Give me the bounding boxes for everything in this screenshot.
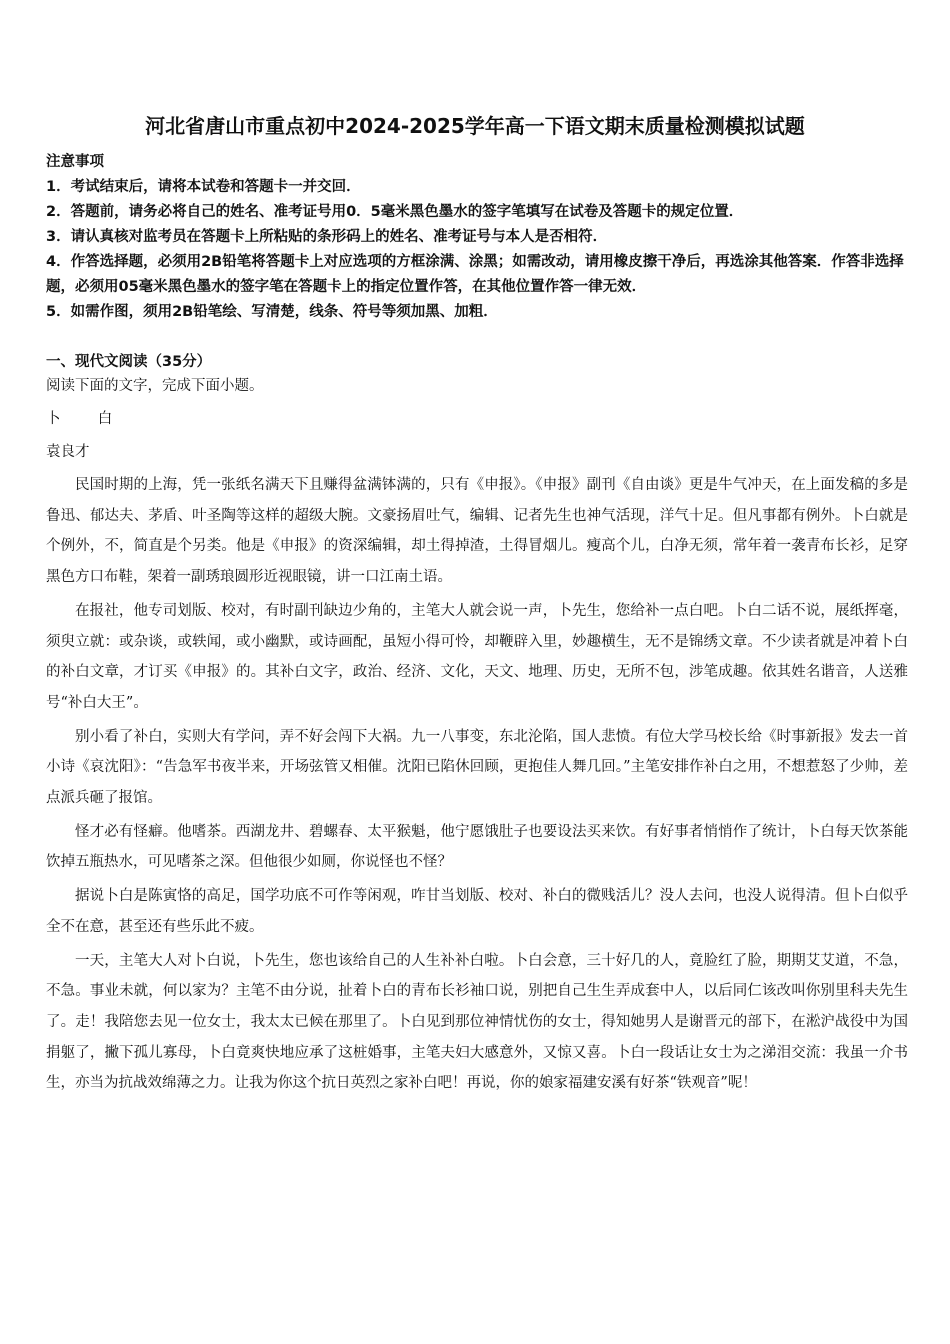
article-body — [46, 470, 908, 1102]
notice-heading: 注意事项 — [46, 154, 104, 170]
notice-item: 2．答题前，请务必将自己的姓名、准考证号用0．5毫米黑色墨水的签字笔填写在试卷及答题卡的规定位置． — [46, 204, 744, 220]
reading-section — [46, 350, 916, 398]
section-instruction: 阅读下面的文字，完成下面小题。 — [46, 378, 264, 394]
notice-item: 3．请认真核对监考员在答题卡上所粘贴的条形码上的姓名、准考证号与本人是否相符． — [46, 229, 608, 245]
notice-item: 4．作答选择题，必须用2B铅笔将答题卡上对应选项的方框涂满、涂黑；如需改动，请用橡皮擦干净后，再选涂其他答案．作答非选择题，必须用05毫米黑色墨水的签字笔在答题卡上的指定位置作答，在其他位置作答一律无效． — [46, 254, 904, 295]
article-author: 袁良才 — [46, 444, 90, 460]
article-paragraph: 据说卜白是陈寅恪的高足，国学功底不可作等闲观，咋甘当划版、校对、补白的微贱活儿？没人去问，也没人说得清。但卜白似乎全不在意，甚至还有些乐此不疲。 — [46, 888, 908, 935]
notice-item: 5．如需作图，须用2B铅笔绘、写清楚，线条、符号等须加黑、加粗． — [46, 304, 498, 320]
article-paragraph: 民国时期的上海，凭一张纸名满天下且赚得盆满钵满的，只有《申报》。《申报》副刊《自由谈》更是牛气冲天，在上面发稿的多是鲁迅、郁达夫、茅盾、叶圣陶等这样的超级大腕。文豪扬眉吐气，编辑、记者先生也神气活现，洋气十足。但凡事都有例外。卜白就是个例外，不，简直是个另类。他是《申报》的资深编辑，却土得掉渣，土得冒烟儿。瘦高个儿，白净无须，常年着一袭青布长衫，足穿黑色方口布鞋，架着一副琇琅圆形近视眼镜，讲一口江南土语。 — [46, 477, 908, 586]
article-title — [46, 407, 112, 428]
notice-item: 1．考试结束后，请将本试卷和答题卡一并交回． — [46, 179, 361, 195]
notice-section — [46, 150, 916, 325]
article-paragraph: 在报社，他专司划版、校对，有时副刊缺边少角的，主笔大人就会说一声，卜先生，您给补一点白吧。卜白二话不说，展纸挥毫，须臾立就：或杂谈，或轶闻，或小幽默，或诗画配，虽短小得可怜，却鞭辟入里，妙趣横生，无不是锦绣文章。不少读者就是冲着卜白的补白文章，才订买《申报》的。其补白文字，政治、经济、文化，天文、地理、历史，无所不包，涉笔成趣。依其姓名谐音，人送雅号“补白大王”。 — [46, 602, 908, 711]
article-paragraph: 一天，主笔大人对卜白说，卜先生，您也该给自己的人生补补白啦。卜白会意，三十好几的人，竟脸红了脸，期期艾艾道，不急，不急。事业未就，何以家为？主笔不由分说，扯着卜白的青布长衫袖口说，别把自己生生弄成套中人，以后同仁该改叫你别里科夫先生了。走！我陪您去见一位女士，我太太已候在那里了。卜白见到那位神情忧伤的女士，得知她男人是谢晋元的部下，在淞沪战役中为国捐躯了，撇下孤儿寡母，卜白竟爽快地应承了这桩婚事，主笔夫妇大感意外，又惊又喜。卜白一段话让女士为之涕泪交流：我虽一介书生，亦当为抗战效绵薄之力。让我为你这个抗日英烈之家补白吧！再说，你的娘家福建安溪有好茶“铁观音”呢！ — [46, 952, 908, 1092]
article-title-char: 白 — [97, 411, 113, 427]
article-title-char: 卜 — [46, 411, 61, 427]
section-heading: 一、现代文阅读（35分） — [46, 354, 212, 370]
exam-title: 河北省唐山市重点初中2024-2025学年高一下语文期末质量检测模拟试题 — [145, 114, 805, 138]
article-paragraph: 怪才必有怪癖。他嗜茶。西湖龙井、碧螺春、太平猴魁，他宁愿饿肚子也要设法买来饮。有好事者悄悄作了统计，卜白每天饮茶能饮掉五瓶热水，可见嗜茶之深。但他很少如厕，你说怪也不怪？ — [46, 823, 908, 871]
article-paragraph: 别小看了补白，实则大有学问，弄不好会闯下大祸。九一八事变，东北沦陷，国人悲愤。有位大学马校长给《时事新报》发去一首小诗《哀沈阳》：“告急军书夜半来，开场弦管又相催。沈阳已陷休回顾，更抱佳人舞几回。”主笔安排作补白之用，不想惹怒了少帅，差点派兵砸了报馆。 — [46, 728, 908, 807]
